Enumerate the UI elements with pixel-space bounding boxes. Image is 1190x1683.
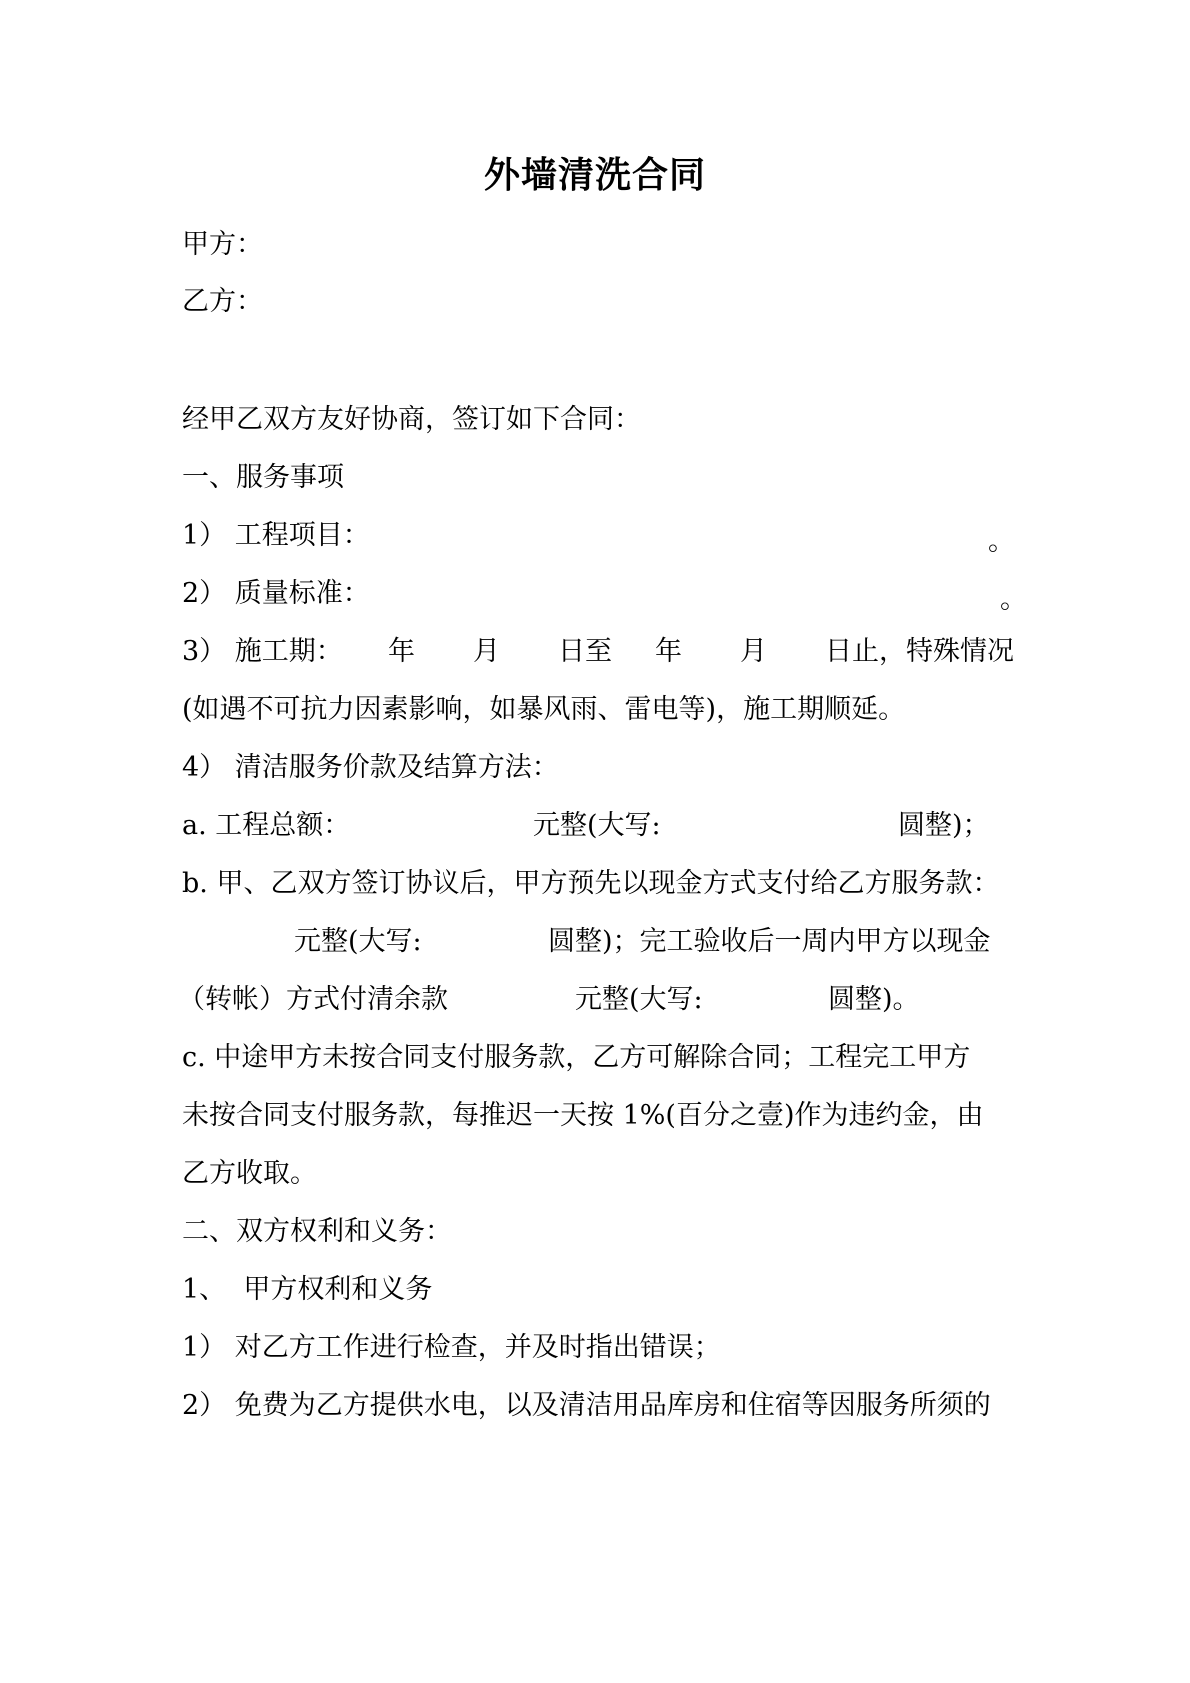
item-3-period-label: 3） 施工期： <box>182 636 343 667</box>
item-3-year-1: 年 <box>388 636 415 667</box>
item-3-year-2: 年 <box>655 636 682 667</box>
item-3-continuation: (如遇不可抗力因素影响，如暴风雨、雷电等)，施工期顺延。 <box>182 694 906 725</box>
section-2-item-2: 2） 免费为乙方提供水电，以及清洁用品库房和住宿等因服务所须的 <box>182 1390 991 1421</box>
item-4-label: 4） 清洁服务价款及结算方法： <box>182 752 559 783</box>
section-2-sub-1: 1、 甲方权利和义务 <box>182 1274 433 1305</box>
intro-text: 经甲乙双方友好协商，签订如下合同： <box>182 404 641 435</box>
item-2-period: 。 <box>1000 584 1027 615</box>
item-4b-yuanzheng-2: 圆整)。 <box>828 984 920 1015</box>
item-3-day-to: 日至 <box>558 636 612 667</box>
item-1-period: 。 <box>988 526 1015 557</box>
item-4a-yuan: 元整(大写: <box>533 810 661 841</box>
item-2-quality-label: 2） 质量标准： <box>182 578 370 609</box>
item-3-month-2: 月 <box>740 636 767 667</box>
item-3-month-1: 月 <box>473 636 500 667</box>
item-4b-yuan-2: 元整(大写: <box>575 984 703 1015</box>
item-4b-transfer: （转帐）方式付清余款 <box>178 984 448 1015</box>
item-3-day-end: 日止，特殊情况 <box>825 636 1014 667</box>
party-b-label: 乙方： <box>182 286 263 317</box>
section-2-heading: 二、双方权利和义务： <box>182 1216 452 1247</box>
item-4a-yuanzheng: 圆整)； <box>898 810 990 841</box>
item-4b-label: b. 甲、乙双方签订协议后，甲方预先以现金方式支付给乙方服务款： <box>182 868 1000 899</box>
section-1-heading: 一、服务事项 <box>182 462 344 493</box>
item-4b-yuan-1: 元整(大写: <box>294 926 422 957</box>
item-4c-line-3: 乙方收取。 <box>182 1158 317 1189</box>
document-title: 外墙清洗合同 <box>483 154 706 196</box>
item-4a-label: a. 工程总额： <box>182 810 351 841</box>
item-4b-yuanzheng-1: 圆整)；完工验收后一周内甲方以现金 <box>548 926 991 957</box>
item-4c-line-1: c. 中途甲方未按合同支付服务款，乙方可解除合同；工程完工甲方 <box>182 1042 971 1073</box>
item-4c-line-2: 未按合同支付服务款，每推迟一天按 1%(百分之壹)作为违约金，由 <box>182 1100 984 1131</box>
item-1-project-label: 1） 工程项目： <box>182 520 370 551</box>
section-2-item-1: 1） 对乙方工作进行检查，并及时指出错误； <box>182 1332 721 1363</box>
party-a-label: 甲方： <box>182 229 263 260</box>
